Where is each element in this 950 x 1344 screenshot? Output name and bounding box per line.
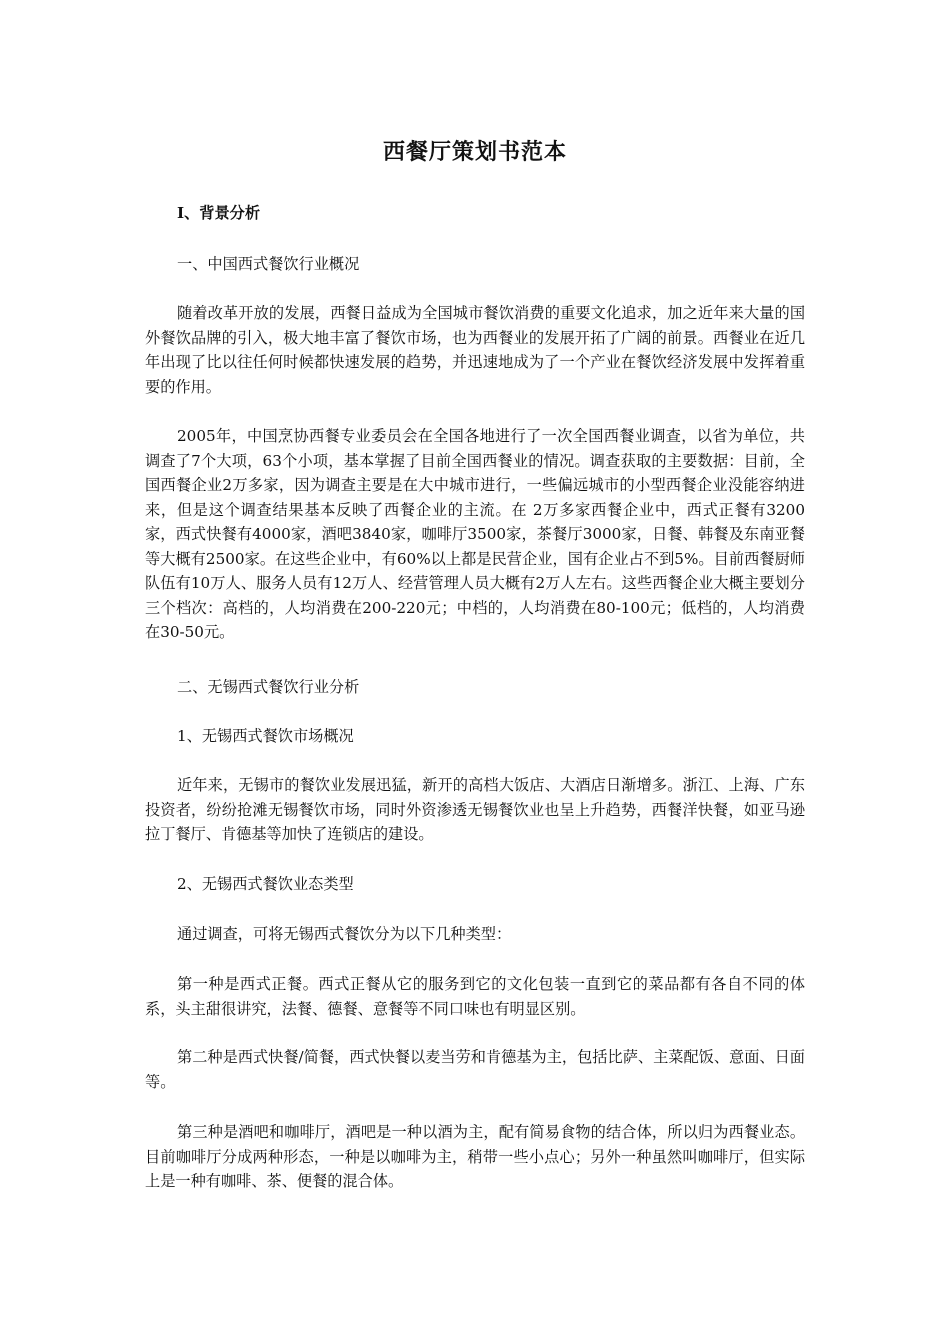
document-title: 西餐厅策划书范本 <box>382 139 567 165</box>
paragraph-type-fast-food: 第二种是西式快餐/简餐，西式快餐以麦当劳和肯德基为主，包括比萨、主菜配饭、意面、日面等。 <box>145 1048 805 1091</box>
subheading-wuxi-business-types: 2、无锡西式餐饮业态类型 <box>177 875 354 893</box>
paragraph-survey-data: 2005年，中国烹协西餐专业委员会在全国各地进行了一次全国西餐业调查，以省为单位，共调查了7个大项，63个小项，基本掌握了目前全国西餐业的情况。调查获取的主要数据：目前，全国西餐企业2万多家，因为调查主要是在大中城市进行，一些偏远城市的小型西餐企业没能容纳进来，但是这个调查结果基本反映了西餐企业的主流。在 2万多家西餐企业中，西式正餐有3200家，西式快餐有4000家，酒吧3840家，咖啡厅3500家，茶餐厅3000家，日餐、韩餐及东南亚餐等大概有2500家。在这些企业中，有60%以上都是民营企业，国有企业占不到5%。目前西餐厨师队伍有10万人、服务人员有12万人、经营管理人员大概有2万人左右。这些西餐企业大概主要划分三个档次：高档的，人均消费在200-220元；中档的，人均消费在80-100元；低档的，人均消费在30-50元。 <box>145 427 805 641</box>
paragraph-industry-overview: 随着改革开放的发展，西餐日益成为全国城市餐饮消费的重要文化追求，加之近年来大量的国外餐饮品牌的引入，极大地丰富了餐饮市场，也为西餐业的发展开拓了广阔的前景。西餐业在近几年出现了比以往任何时候都快速发展的趋势，并迅速地成为了一个产业在餐饮经济发展中发挥着重要的作用。 <box>145 304 805 396</box>
subheading-china-western-dining: 一、中国西式餐饮行业概况 <box>177 255 360 273</box>
subheading-wuxi-market-overview: 1、无锡西式餐饮市场概况 <box>177 727 354 745</box>
paragraph-type-bar-cafe: 第三种是酒吧和咖啡厅，酒吧是一种以酒为主，配有简易食物的结合体，所以归为西餐业态。目前咖啡厅分成两种形态，一种是以咖啡为主，稍带一些小点心；另外一种虽然叫咖啡厅，但实际上是一种有咖啡、茶、便餐的混合体。 <box>145 1123 805 1190</box>
paragraph-types-intro: 通过调查，可将无锡西式餐饮分为以下几种类型： <box>177 925 512 943</box>
paragraph-wuxi-market: 近年来，无锡市的餐饮业发展迅猛，新开的高档大饭店、大酒店日渐增多。浙江、上海、广东投资者，纷纷抢滩无锡餐饮市场，同时外资渗透无锡餐饮业也呈上升趋势，西餐洋快餐，如亚马逊拉丁餐厅、肯德基等加快了连锁店的建设。 <box>145 776 805 843</box>
section-heading-background-analysis: Ⅰ、背景分析 <box>177 204 261 222</box>
paragraph-type-formal-dining: 第一种是西式正餐。西式正餐从它的服务到它的文化包装一直到它的菜品都有各自不同的体系，头主甜很讲究，法餐、德餐、意餐等不同口味也有明显区别。 <box>145 975 805 1018</box>
subheading-wuxi-analysis: 二、无锡西式餐饮行业分析 <box>177 678 360 696</box>
